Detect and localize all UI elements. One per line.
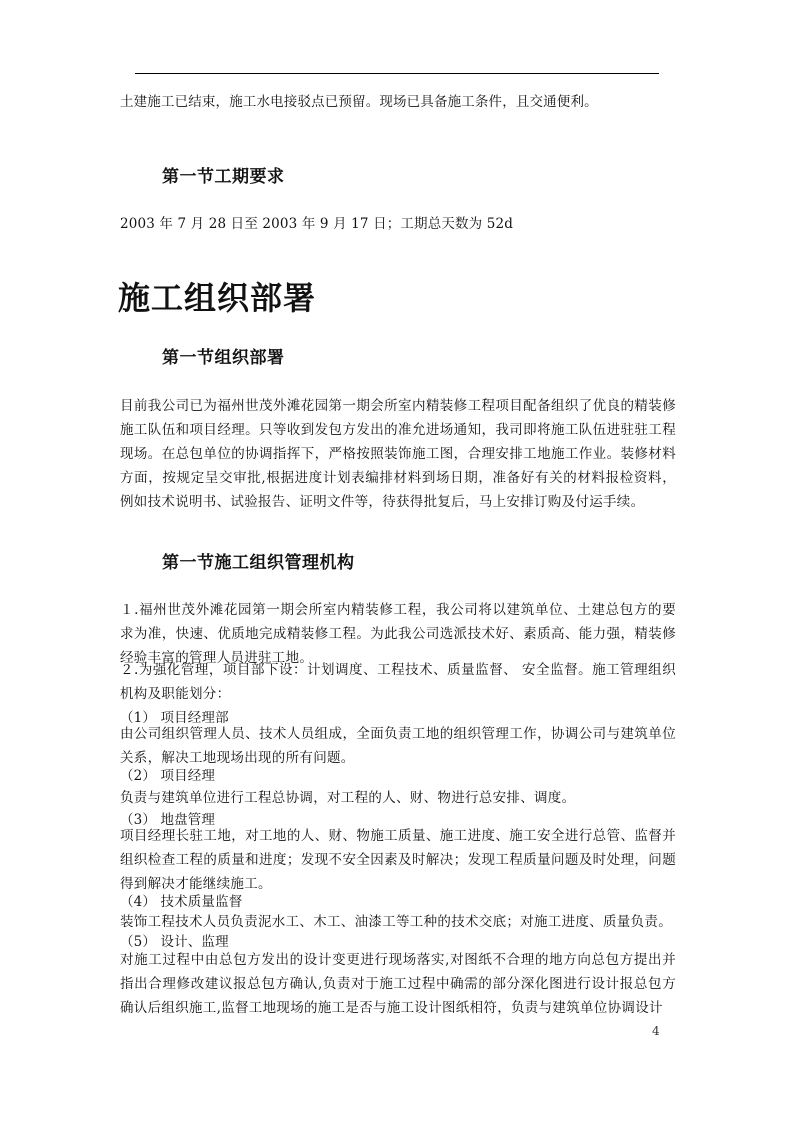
item-4-label: （4） 技术质量监督 bbox=[120, 894, 243, 910]
section-mgmt-heading: 第一节施工组织管理机构 bbox=[162, 553, 355, 573]
section-schedule-heading: 第一节工期要求 bbox=[162, 167, 285, 187]
item-1-desc: 由公司组织管理人员、技术人员组成，全面负责工地的组织管理工作，协调公司与建筑单位关系，解决工地现场出现的所有问题。 bbox=[120, 726, 676, 766]
intro-line: 土建施工已结束，施工水电接驳点已预留。现场已具备施工条件，且交通便利。 bbox=[120, 94, 598, 110]
item-5-label: （5） 设计、监理 bbox=[120, 934, 229, 950]
item-1-label: （1） 项目经理部 bbox=[120, 710, 229, 726]
item-2-desc: 负责与建筑单位进行工程总协调，对工程的人、财、物进行总安排、调度。 bbox=[120, 790, 576, 806]
chapter-title: 施工组织部署 bbox=[118, 279, 317, 317]
schedule-text: 2003 年 7 月 28 日至 2003 年 9 月 17 日；工期总天数为 52d bbox=[120, 216, 514, 232]
mgmt-point-2: ２.为强化管理，项目部下设：计划调度、工程技术、质量监督、 安全监督。施工管理组织机构及职能划分： bbox=[120, 662, 676, 702]
org-paragraph: 目前我公司已为福州世茂外滩花园第一期会所室内精装修工程项目配备组织了优良的精装修施工队伍和项目经理。只等收到发包方发出的准允进场通知，我司即将施工队伍进驻驻工程现场。在总包单位的协调指挥下，严格按照装饰施工图，合理安排工地施工作业。装修材料方面，按规定呈交审批,根据进度计划表编排材料到场日期，准备好有关的材料报检资料，例如技术说明书、试验报告、证明文件等，待获得批复后，马上安排订购及付运手续。 bbox=[120, 398, 676, 510]
section-org-heading: 第一节组织部署 bbox=[162, 348, 285, 368]
item-2-label: （2） 项目经理 bbox=[120, 768, 216, 784]
item-5-desc: 对施工过程中由总包方发出的设计变更进行现场落实,对图纸不合理的地方向总包方提出并指出合理修改建议报总包方确认,负责对于施工过程中确需的部分深化图进行设计报总包方确认后组织施工,监督工地现场的施工是否与施工设计图纸相符，负责与建筑单位协调设计 bbox=[120, 952, 676, 1016]
item-3-desc: 项目经理长驻工地，对工地的人、财、物施工质量、施工进度、施工安全进行总管、监督并组织检查工程的质量和进度；发现不安全因素及时解决；发现工程质量问题及时处理，问题得到解决才能继续施工。 bbox=[120, 828, 676, 892]
item-3-label: （3） 地盘管理 bbox=[120, 812, 216, 828]
header-rule bbox=[135, 73, 659, 74]
page-number: 4 bbox=[652, 1024, 660, 1038]
mgmt-point-1: １.福州世茂外滩花园第一期会所室内精装修工程，我公司将以建筑单位、土建总包方的要求为准，快速、优质地完成精装修工程。为此我公司选派技术好、素质高、能力强，精装修经验丰富的管理人员进驻工地。 bbox=[120, 602, 676, 666]
item-4-desc: 装饰工程技术人员负责泥水工、木工、油漆工等工种的技术交底；对施工进度、质量负责。 bbox=[120, 914, 672, 930]
